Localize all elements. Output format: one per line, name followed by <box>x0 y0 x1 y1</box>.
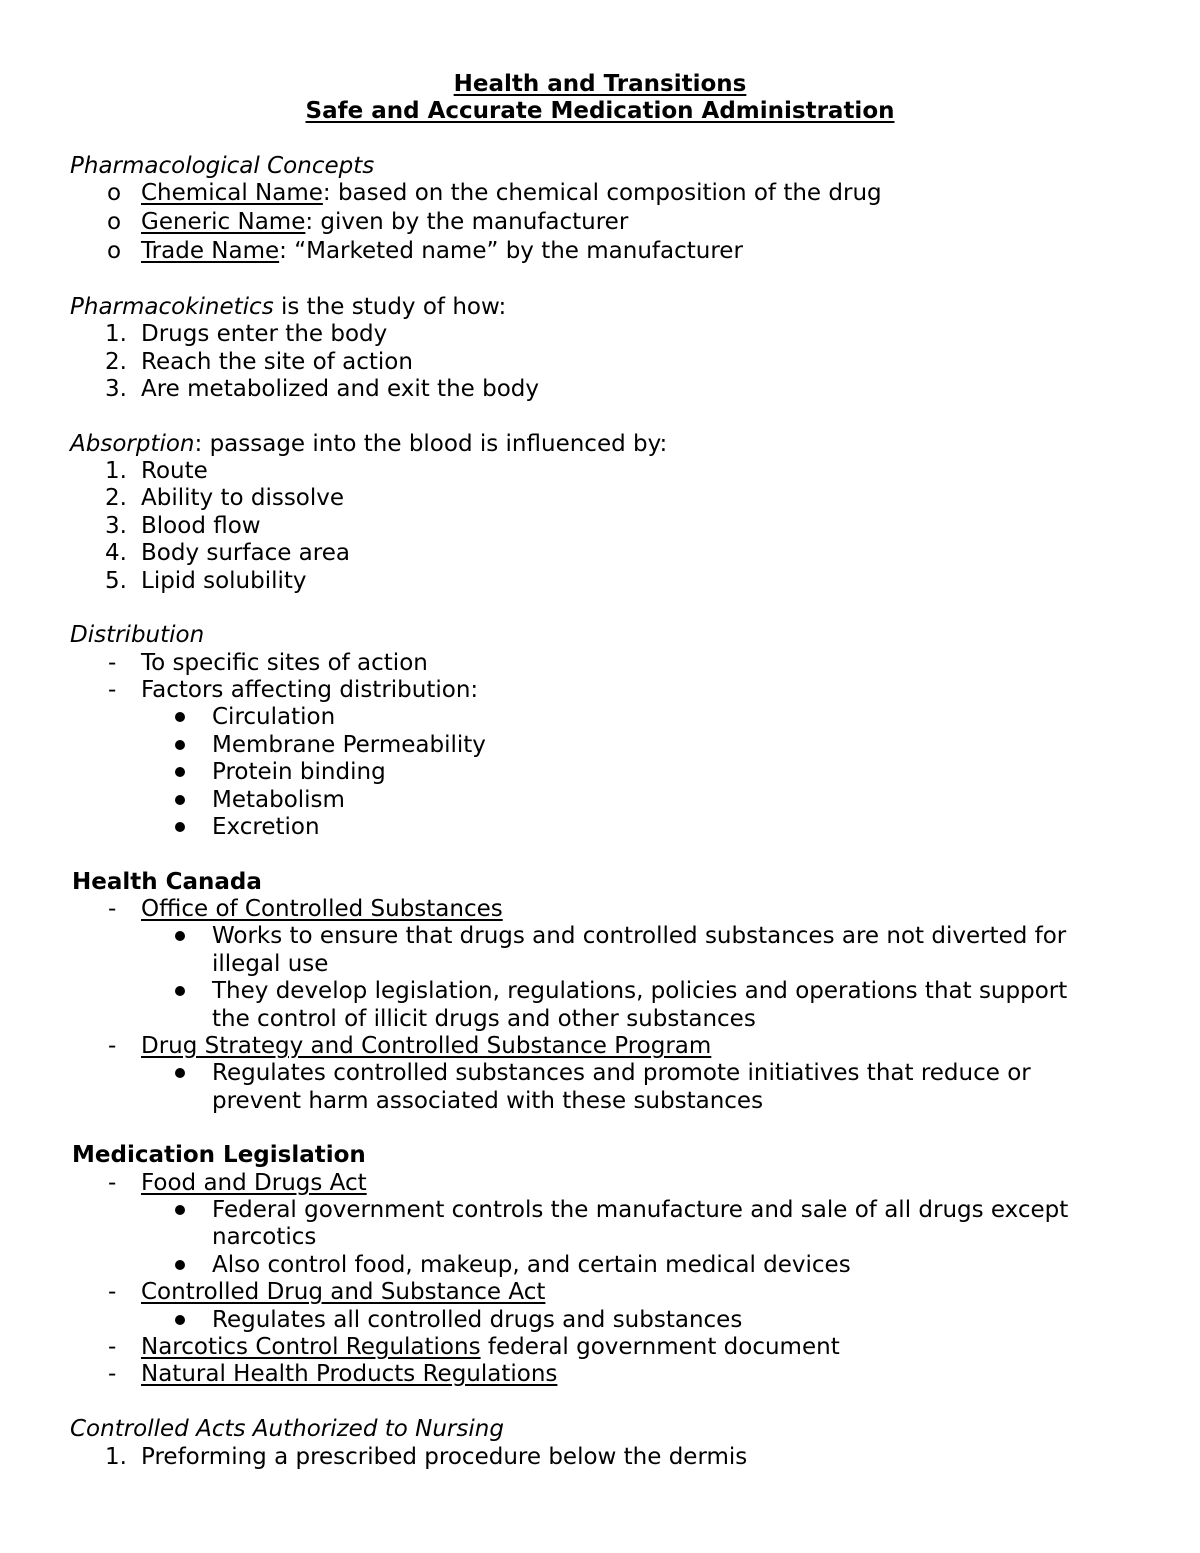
list-item: Blood flow <box>141 513 261 539</box>
bullet-icon <box>175 1315 185 1325</box>
drug-strategy-program: Drug Strategy and Controlled Substance Program <box>141 1033 712 1059</box>
list-item-continued: the control of illicit drugs and other substances <box>212 1006 756 1032</box>
list-item: Reach the site of action <box>141 349 413 375</box>
natural-health-products-regulations: Natural Health Products Regulations <box>141 1361 558 1387</box>
dash-marker: - <box>108 1334 117 1360</box>
regulation-note: federal government document <box>480 1334 840 1360</box>
dash-marker: - <box>108 1361 117 1387</box>
term: Generic Name <box>141 209 306 235</box>
controlled-drug-substance-act: Controlled Drug and Substance Act <box>141 1279 546 1305</box>
list-number: 1. <box>105 1444 127 1470</box>
list-item: Lipid solubility <box>141 568 307 594</box>
bullet-icon <box>175 1260 185 1270</box>
list-item: Federal government controls the manufacture and sale of all drugs except <box>212 1197 1069 1223</box>
list-item-continued: prevent harm associated with these substances <box>212 1088 764 1114</box>
list-marker: o <box>107 180 122 206</box>
list-item: Protein binding <box>212 759 386 785</box>
list-item: Works to ensure that drugs and controlled substances are not diverted for <box>212 923 1067 949</box>
list-item <box>141 209 628 236</box>
term-description: : based on the chemical composition of the drug <box>322 180 882 206</box>
dash-marker: - <box>108 650 117 676</box>
distribution-heading: Distribution <box>70 622 205 648</box>
list-item: Regulates all controlled drugs and substances <box>212 1307 743 1333</box>
pharmacological-heading: Pharmacological Concepts <box>70 153 375 179</box>
list-number: 1. <box>105 321 127 347</box>
pharmacokinetics-heading <box>70 294 506 321</box>
dash-marker: - <box>108 896 117 922</box>
list-marker: o <box>107 238 122 264</box>
heading-rest: is the study of how: <box>273 294 507 320</box>
list-item: To specific sites of action <box>141 650 428 676</box>
list-number: 5. <box>105 568 127 594</box>
list-number: 3. <box>105 376 127 402</box>
list-item: Also control food, makeup, and certain medical devices <box>212 1252 851 1278</box>
dash-marker: - <box>108 1279 117 1305</box>
title-line2: Safe and Accurate Medication Administration <box>305 98 895 124</box>
list-item: Factors affecting distribution: <box>141 677 479 703</box>
health-canada-heading: Health Canada <box>72 869 262 895</box>
legislation-heading: Medication Legislation <box>72 1142 366 1168</box>
bullet-icon <box>175 1205 185 1215</box>
bullet-icon <box>175 1068 185 1078</box>
bullet-icon <box>175 712 185 722</box>
term: Chemical Name <box>141 180 323 206</box>
list-item: Drugs enter the body <box>141 321 388 347</box>
list-item: Membrane Permeability <box>212 732 486 758</box>
list-number: 1. <box>105 458 127 484</box>
list-item-continued: narcotics <box>212 1224 317 1250</box>
bullet-icon <box>175 986 185 996</box>
heading-rest: : passage into the blood is influenced by: <box>194 431 668 457</box>
term-description: : given by the manufacturer <box>305 209 629 235</box>
heading-term: Absorption <box>70 431 195 457</box>
food-and-drugs-act: Food and Drugs Act <box>141 1170 367 1196</box>
dash-marker: - <box>108 1033 117 1059</box>
list-item: Route <box>141 458 208 484</box>
list-number: 2. <box>105 349 127 375</box>
list-item: Excretion <box>212 814 320 840</box>
list-item: Preforming a prescribed procedure below the dermis <box>141 1444 748 1470</box>
narcotics-control-regulations <box>141 1334 840 1361</box>
regulation-title: Narcotics Control Regulations <box>141 1334 481 1360</box>
list-item: Regulates controlled substances and promote initiatives that reduce or <box>212 1060 1031 1086</box>
list-item: Body surface area <box>141 540 350 566</box>
list-number: 2. <box>105 485 127 511</box>
controlled-acts-heading: Controlled Acts Authorized to Nursing <box>70 1416 504 1442</box>
bullet-icon <box>175 822 185 832</box>
title-line1: Health and Transitions <box>453 71 747 97</box>
bullet-icon <box>175 931 185 941</box>
list-number: 3. <box>105 513 127 539</box>
list-item: Ability to dissolve <box>141 485 345 511</box>
dash-marker: - <box>108 1170 117 1196</box>
list-item <box>141 238 743 265</box>
bullet-icon <box>175 767 185 777</box>
heading-term: Pharmacokinetics <box>70 294 274 320</box>
list-item: They develop legislation, regulations, policies and operations that support <box>212 978 1068 1004</box>
dash-marker: - <box>108 677 117 703</box>
term: Trade Name <box>141 238 280 264</box>
office-controlled-substances: Office of Controlled Substances <box>141 896 503 922</box>
list-item: Are metabolized and exit the body <box>141 376 539 402</box>
bullet-icon <box>175 740 185 750</box>
bullet-icon <box>175 795 185 805</box>
list-item: Metabolism <box>212 787 345 813</box>
list-item <box>141 180 882 207</box>
absorption-heading <box>70 431 667 458</box>
list-marker: o <box>107 209 122 235</box>
term-description: : “Marketed name” by the manufacturer <box>279 238 743 264</box>
list-item-continued: illegal use <box>212 951 329 977</box>
list-number: 4. <box>105 540 127 566</box>
list-item: Circulation <box>212 704 336 730</box>
